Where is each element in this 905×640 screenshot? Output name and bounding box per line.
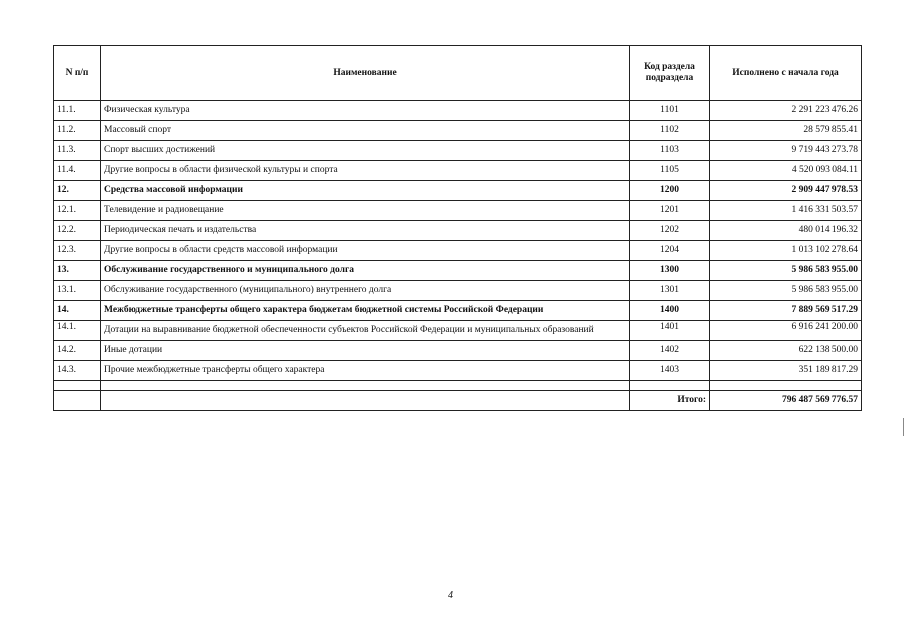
row-code: 1102: [630, 121, 710, 141]
header-executed: Исполнено с начала года: [710, 46, 862, 101]
row-code: 1401: [630, 321, 710, 341]
row-code: 1300: [630, 261, 710, 281]
row-name: Обслуживание государственного и муниципального долга: [101, 261, 630, 281]
table-row-section: [54, 301, 862, 321]
table-total-row: [54, 391, 862, 411]
row-code: 1103: [630, 141, 710, 161]
budget-execution-table: [53, 45, 862, 411]
row-amount: 9 719 443 273.78: [710, 141, 862, 161]
table-row: [54, 221, 862, 241]
table-row: [54, 161, 862, 181]
empty-cell: [54, 391, 101, 411]
row-num: 11.3.: [54, 141, 101, 161]
row-num: 11.1.: [54, 101, 101, 121]
table-row: [54, 101, 862, 121]
row-amount: 351 189 817.29: [710, 361, 862, 381]
header-num: N п/п: [54, 46, 101, 101]
row-name: Дотации на выравнивание бюджетной обеспеченности субъектов Российской Федерации и муниципальных образований: [101, 321, 630, 341]
table-row: [54, 361, 862, 381]
row-code: 1200: [630, 181, 710, 201]
margin-mark: [903, 418, 904, 436]
row-code: 1105: [630, 161, 710, 181]
table-row-section: [54, 181, 862, 201]
row-num: 12.1.: [54, 201, 101, 221]
row-amount: 2 909 447 978.53: [710, 181, 862, 201]
row-amount: 1 416 331 503.57: [710, 201, 862, 221]
row-code: 1204: [630, 241, 710, 261]
row-num: 11.2.: [54, 121, 101, 141]
empty-cell: [101, 391, 630, 411]
row-amount: 1 013 102 278.64: [710, 241, 862, 261]
row-amount: 622 138 500.00: [710, 341, 862, 361]
row-amount: 28 579 855.41: [710, 121, 862, 141]
row-name: Другие вопросы в области физической культуры и спорта: [101, 161, 630, 181]
row-num: 12.: [54, 181, 101, 201]
row-amount: 6 916 241 200.00: [710, 321, 862, 341]
row-code: 1403: [630, 361, 710, 381]
row-num: 12.3.: [54, 241, 101, 261]
total-amount: 796 487 569 776.57: [710, 391, 862, 411]
row-name: Физическая культура: [101, 101, 630, 121]
empty-cell: [710, 381, 862, 391]
row-name: Иные дотации: [101, 341, 630, 361]
row-name: Другие вопросы в области средств массовой информации: [101, 241, 630, 261]
header-name: Наименование: [101, 46, 630, 101]
row-amount: 4 520 093 084.11: [710, 161, 862, 181]
empty-cell: [101, 381, 630, 391]
row-amount: 2 291 223 476.26: [710, 101, 862, 121]
row-num: 14.: [54, 301, 101, 321]
table-header-row: [54, 46, 862, 101]
header-code: Код раздела подраздела: [630, 46, 710, 101]
table-row: [54, 281, 862, 301]
table-row: [54, 201, 862, 221]
row-name: Обслуживание государственного (муниципального) внутреннего долга: [101, 281, 630, 301]
table-row-empty: [54, 381, 862, 391]
table-row: [54, 121, 862, 141]
total-label: Итого:: [630, 391, 710, 411]
row-name: Периодическая печать и издательства: [101, 221, 630, 241]
row-num: 12.2.: [54, 221, 101, 241]
table-row-section: [54, 261, 862, 281]
empty-cell: [630, 381, 710, 391]
row-name: Средства массовой информации: [101, 181, 630, 201]
row-num: 14.2.: [54, 341, 101, 361]
table-row: [54, 141, 862, 161]
row-code: 1402: [630, 341, 710, 361]
row-amount: 7 889 569 517.29: [710, 301, 862, 321]
row-num: 14.3.: [54, 361, 101, 381]
row-num: 14.1.: [54, 321, 101, 341]
row-code: 1101: [630, 101, 710, 121]
row-amount: 5 986 583 955.00: [710, 281, 862, 301]
table-row: [54, 321, 862, 341]
row-amount: 480 014 196.32: [710, 221, 862, 241]
row-name: Телевидение и радиовещание: [101, 201, 630, 221]
page-number: 4: [448, 590, 453, 601]
row-amount: 5 986 583 955.00: [710, 261, 862, 281]
row-name: Массовый спорт: [101, 121, 630, 141]
row-code: 1301: [630, 281, 710, 301]
row-name: Спорт высших достижений: [101, 141, 630, 161]
row-num: 13.1.: [54, 281, 101, 301]
row-num: 11.4.: [54, 161, 101, 181]
table-row: [54, 241, 862, 261]
row-num: 13.: [54, 261, 101, 281]
table-row: [54, 341, 862, 361]
row-code: 1400: [630, 301, 710, 321]
row-code: 1202: [630, 221, 710, 241]
row-name: Прочие межбюджетные трансферты общего характера: [101, 361, 630, 381]
row-name: Межбюджетные трансферты общего характера бюджетам бюджетной системы Российской Федерации: [101, 301, 630, 321]
empty-cell: [54, 381, 101, 391]
row-code: 1201: [630, 201, 710, 221]
